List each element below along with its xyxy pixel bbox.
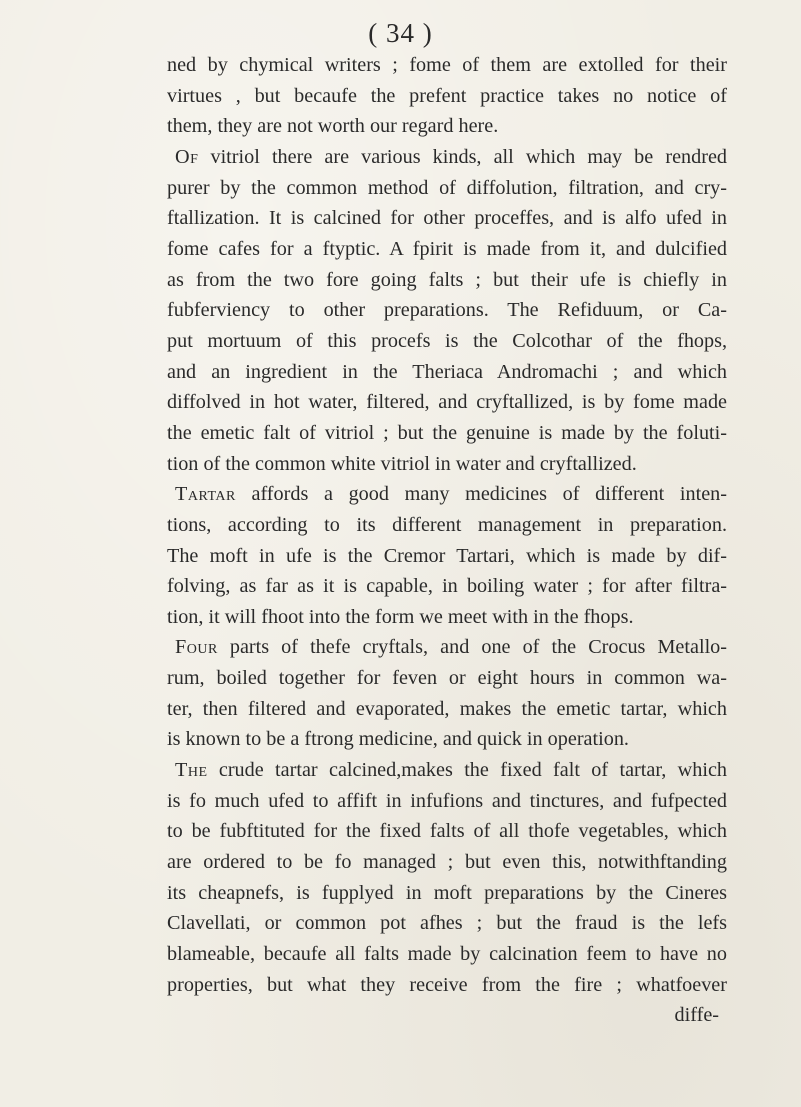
- text-line: and an ingredient in the Theriaca Andromachi ; and which: [167, 360, 727, 383]
- page-number: ( 34 ): [368, 18, 433, 48]
- lead-word: Tartar: [175, 483, 236, 506]
- paragraph: [167, 479, 727, 632]
- text-line: virtues , but becaufe the prefent practice takes no notice of: [167, 84, 727, 107]
- text-line: put mortuum of this procefs is the Colcothar of the fhops,: [167, 329, 727, 352]
- text-line: them, they are not worth our regard here.: [167, 115, 499, 138]
- text-line: are ordered to be fo managed ; but even this, notwithftanding: [167, 851, 727, 874]
- text-line: purer by the common method of diffolution, filtration, and cry-: [167, 176, 727, 199]
- text-line: is fo much ufed to affift in infufions and tinctures, and fufpected: [167, 789, 727, 812]
- text-line: Four parts of thefe cryftals, and one of the Crocus Metallo-: [175, 636, 727, 659]
- text-line: its cheapnefs, is fupplyed in moft preparations by the Cineres: [167, 881, 727, 904]
- paragraph: [167, 755, 727, 1000]
- text-line: is known to be a ftrong medicine, and quick in operation.: [167, 728, 629, 751]
- paragraph: [167, 142, 727, 479]
- body-text: [167, 50, 727, 1031]
- text-line: rum, boiled together for feven or eight hours in common wa-: [167, 667, 727, 690]
- text-line: The crude tartar calcined,makes the fixed falt of tartar, which: [175, 759, 727, 782]
- text-line: fubferviency to other preparations. The Refiduum, or Ca-: [167, 299, 727, 322]
- lead-word: Four: [175, 636, 218, 659]
- text-line: Clavellati, or common pot afhes ; but the fraud is the lefs: [167, 912, 727, 935]
- text-line: diffolved in hot water, filtered, and cryftallized, is by fome made: [167, 391, 727, 414]
- paragraph: [167, 632, 727, 755]
- text-line: tion of the common white vitriol in water and cryftallized.: [167, 452, 637, 475]
- text-line: properties, but what they receive from the fire ; whatfoever: [167, 973, 727, 996]
- text-line: fome cafes for a ftyptic. A fpirit is made from it, and dulcified: [167, 237, 727, 260]
- text-line: tion, it will fhoot into the form we meet with in the fhops.: [167, 605, 634, 628]
- text-line: tions, according to its different management in preparation.: [167, 513, 727, 536]
- catchword: diffe-: [674, 1004, 719, 1027]
- text-line: blameable, becaufe all falts made by calcination feem to have no: [167, 943, 727, 966]
- text-line: ned by chymical writers ; fome of them are extolled for their: [167, 54, 727, 76]
- text-line: ter, then filtered and evaporated, makes the emetic tartar, which: [167, 697, 727, 720]
- text-line: The moft in ufe is the Cremor Tartari, which is made by dif-: [167, 544, 727, 567]
- text-line: Of vitriol there are various kinds, all which may be rendred: [175, 145, 727, 168]
- paragraph: [167, 50, 727, 142]
- lead-word: Of: [175, 145, 199, 168]
- text-line: the emetic falt of vitriol ; but the genuine is made by the foluti-: [167, 421, 727, 444]
- text-line: as from the two fore going falts ; but their ufe is chiefly in: [167, 268, 727, 291]
- text-line: to be fubftituted for the fixed falts of all thofe vegetables, which: [167, 820, 727, 843]
- text-line: ftallization. It is calcined for other proceffes, and is alfo ufed in: [167, 207, 727, 230]
- text-line: Tartar affords a good many medicines of different inten-: [175, 483, 727, 506]
- text-line: folving, as far as it is capable, in boiling water ; for after filtra-: [167, 575, 727, 598]
- lead-word: The: [175, 759, 208, 782]
